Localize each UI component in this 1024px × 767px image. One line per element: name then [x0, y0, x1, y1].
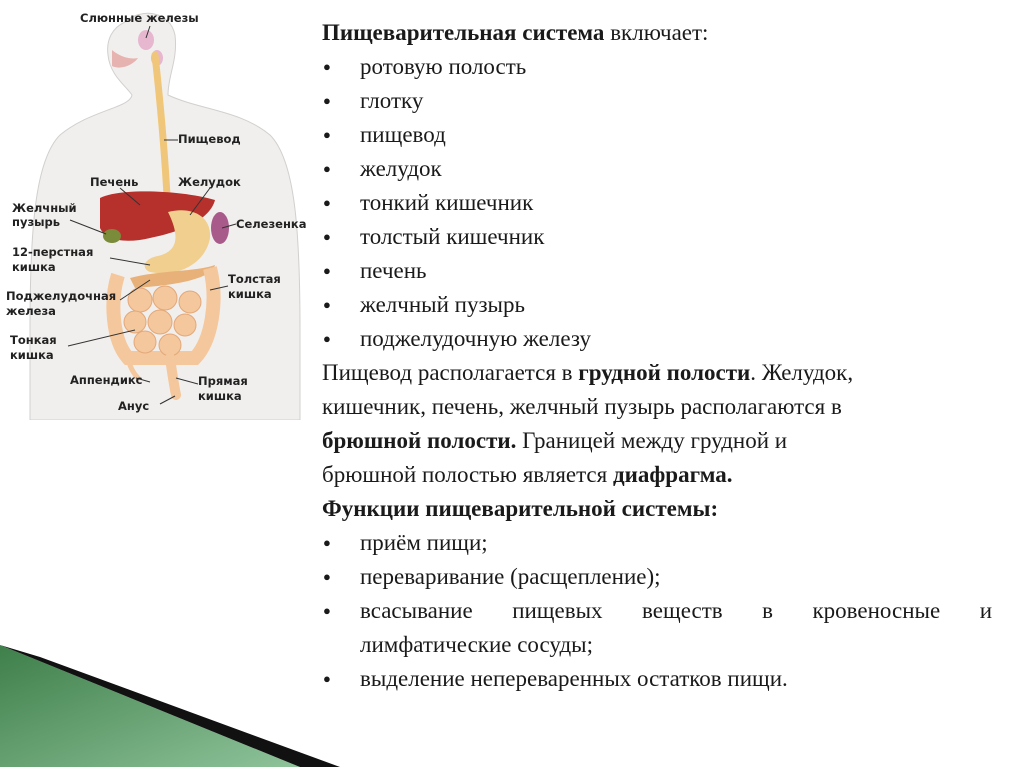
paragraph-text: . Желудок, [750, 360, 854, 385]
spleen-shape [211, 212, 229, 244]
list-item [322, 220, 992, 254]
bullet-icon: ● [323, 59, 331, 74]
list-item-text: тонкий кишечник [360, 190, 534, 215]
list-item-text: печень [360, 258, 427, 283]
bullet-icon: ● [323, 535, 331, 550]
bullet-icon: ● [323, 331, 331, 346]
list-item-text: всасывание пищевых веществ в кровеносные и [360, 598, 992, 623]
label-colon-2: кишка [228, 287, 272, 301]
gallbladder-shape [103, 229, 121, 243]
bullet-icon: ● [323, 263, 331, 278]
paragraph-bold: брюшной полости. [322, 428, 517, 453]
label-duodenum-1: 12-перстная [12, 245, 94, 259]
list-item [322, 288, 992, 322]
list-item-text: приём пищи; [360, 530, 488, 555]
intro-rest: включает: [604, 20, 709, 45]
bullet-icon: ● [323, 93, 331, 108]
bullet-icon: ● [323, 161, 331, 176]
list-item-text: желчный пузырь [360, 292, 525, 317]
paragraph-line-1 [322, 356, 992, 390]
paragraph-text: Границей между грудной и [516, 428, 788, 453]
rectum-shape [170, 358, 176, 395]
paragraph-text: кишечник, печень, желчный пузырь располагаются в [322, 394, 842, 419]
label-gallbladder-2: пузырь [12, 215, 61, 229]
bullet-icon: ● [323, 603, 331, 618]
label-anus: Анус [118, 399, 150, 413]
list-item-text: поджелудочную железу [360, 326, 591, 351]
list-item [322, 118, 992, 152]
list-item-text: толстый кишечник [360, 224, 545, 249]
label-duodenum-2: кишка [12, 260, 56, 274]
digestive-system-illustration [0, 0, 310, 420]
salivary-gland-shape [138, 30, 154, 50]
paragraph-text: брюшной полостью является [322, 462, 613, 487]
label-colon-1: Толстая [228, 272, 281, 286]
list-item [322, 50, 992, 84]
paragraph-bold: грудной полости [578, 360, 751, 385]
bullet-icon: ● [323, 569, 331, 584]
label-rectum-1: Прямая [198, 374, 248, 388]
list-item [322, 322, 992, 356]
label-spleen: Селезенка [236, 217, 307, 231]
bullet-icon: ● [323, 127, 331, 142]
bullet-icon: ● [323, 297, 331, 312]
paragraph-bold: диафрагма. [612, 462, 733, 487]
list-item [322, 152, 992, 186]
list-item-text-continued: лимфатические сосуды; [360, 632, 593, 657]
bullet-icon: ● [323, 229, 331, 244]
decorative-bands-shape [0, 600, 1024, 767]
list-item-text: переваривание (расщепление); [360, 564, 661, 589]
paragraph-line-3 [322, 424, 992, 458]
list-item [322, 526, 992, 560]
decorative-bands [0, 600, 1024, 767]
label-salivary-glands: Слюнные железы [80, 11, 199, 25]
label-appendix: Аппендикс [70, 373, 143, 387]
label-pancreas-2: железа [6, 304, 56, 318]
list-item [322, 186, 992, 220]
label-stomach: Желудок [178, 175, 241, 189]
slide-text [322, 16, 992, 696]
label-esophagus: Пищевод [178, 132, 241, 146]
paragraph-line-2 [322, 390, 992, 424]
digestive-system-diagram [0, 0, 310, 420]
intro-line [322, 16, 992, 50]
label-rectum-2: кишка [198, 389, 242, 403]
label-small-intestine-2: кишка [10, 348, 54, 362]
intro-bold: Пищеварительная система [322, 20, 605, 45]
list-item [322, 84, 992, 118]
functions-title: Функции пищеварительной системы: [322, 496, 719, 521]
list-item [322, 254, 992, 288]
label-pancreas-1: Поджелудочная [6, 289, 117, 303]
label-small-intestine-1: Тонкая [10, 333, 57, 347]
label-gallbladder-1: Желчный [12, 201, 77, 215]
bullet-icon: ● [323, 195, 331, 210]
paragraph-line-4 [322, 458, 992, 492]
list-item-text: выделение непереваренных остатков пищи. [360, 666, 788, 691]
paragraph-text: Пищевод располагается в [322, 360, 579, 385]
label-liver: Печень [90, 175, 139, 189]
list-item-text: глотку [360, 88, 424, 113]
organ-list [322, 50, 992, 356]
list-item [322, 560, 992, 594]
list-item-text: ротовую полость [360, 54, 527, 79]
list-item-text: желудок [360, 156, 442, 181]
list-item-text: пищевод [360, 122, 446, 147]
bullet-icon: ● [323, 671, 331, 686]
